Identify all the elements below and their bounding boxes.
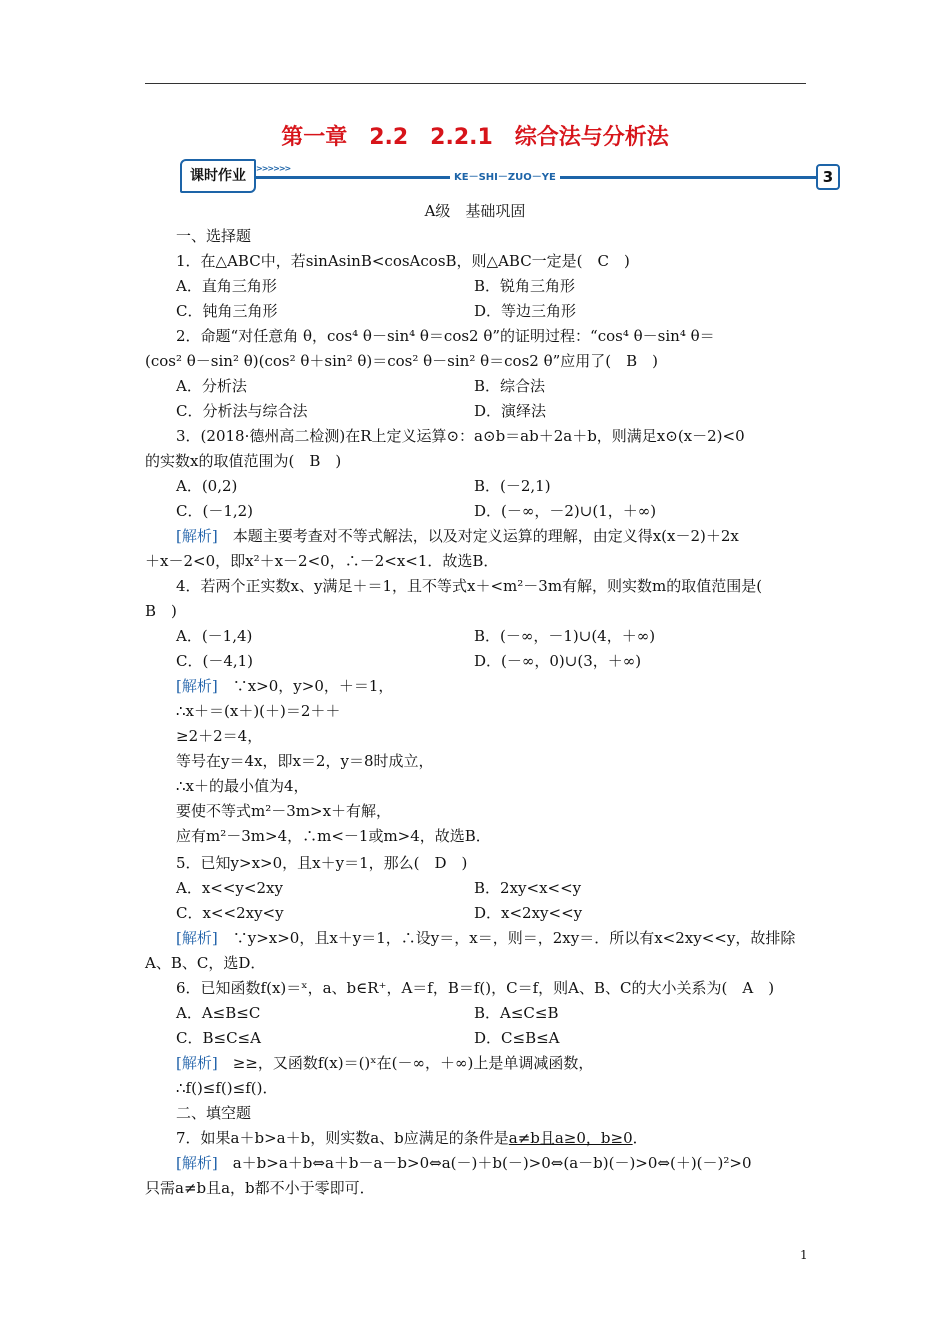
option: A．x<<y<2xy [176, 879, 283, 897]
solution-tag: [解析] [176, 1054, 218, 1072]
option: D．等边三角形 [474, 302, 577, 320]
option: B．A≤C≤B [474, 1004, 559, 1022]
option: C．x<<2xy<y [176, 904, 284, 922]
question-stem: 4．若两个正实数x、y满足＋＝1，且不等式x＋<m²－3m有解，则实数m的取值范围是( [176, 577, 763, 595]
option: D．x<2xy<<y [474, 904, 583, 922]
banner-arrows: >>>>>> [256, 164, 291, 173]
solution-line [176, 1153, 752, 1173]
solution-tag: [解析] [176, 1154, 218, 1172]
stem-end: ． [632, 1129, 648, 1147]
option: D．(－∞，0)∪(3，＋∞) [474, 652, 642, 670]
page-title: 第一章 2.2 2.2.1 综合法与分析法 [281, 125, 669, 150]
section-heading: 二、填空题 [176, 1104, 252, 1122]
question-stem: 3．(2018·德州高二检测)在R上定义运算⊙：a⊙b＝ab＋2a＋b，则满足x⊙(x－2)<0 [176, 427, 745, 445]
option: A．A≤B≤C [176, 1004, 261, 1022]
solution-tag: [解析] [176, 527, 218, 545]
solution-line: ≥2＋2＝4， [176, 727, 263, 745]
solution-line: A、B、C，选D． [145, 954, 266, 972]
option: B．(－2,1) [474, 477, 551, 495]
solution-text: 本题主要考查对不等式解法，以及对定义运算的理解，由定义得x(x－2)＋2x [217, 527, 739, 545]
option: A．直角三角形 [176, 277, 277, 295]
solution-line: ＋x－2<0，即x²＋x－2<0，∴－2<x<1．故选B． [145, 552, 499, 570]
option: B．锐角三角形 [474, 277, 576, 295]
solution-text: ≥≥，又函数f(x)＝()ˣ在(－∞，＋∞)上是单调减函数， [217, 1054, 594, 1072]
question-stem: 6．已知函数f(x)＝ˣ，a、b∈R⁺，A＝f，B＝f()，C＝f，则A、B、C的大小关系为( A ) [176, 979, 775, 997]
option: C．(－4,1) [176, 652, 254, 670]
option: C．B≤C≤A [176, 1029, 261, 1047]
solution-line [176, 526, 739, 546]
option: A．分析法 [176, 377, 247, 395]
option: B．(－∞，－1)∪(4，＋∞) [474, 627, 656, 645]
option: A．(0,2) [176, 477, 238, 495]
option: D．(－∞，－2)∪(1，＋∞) [474, 502, 657, 520]
solution-text: ∵x>0，y>0，＋＝1， [217, 677, 394, 695]
question-stem: (cos² θ－sin² θ)(cos² θ＋sin² θ)＝cos² θ－sin² θ＝cos2 θ”应用了( B ) [145, 352, 659, 370]
header-rule [145, 83, 806, 84]
question-stem: 5．已知y>x>0，且x＋y＝1，那么( D ) [176, 854, 468, 872]
solution-text: a＋b>a＋b⇔a＋b－a－b>0⇔a(－)＋b(－)>0⇔(a－b)(－)>0⇔(＋)(－)²>0 [217, 1154, 752, 1172]
section-heading: 一、选择题 [176, 227, 252, 245]
solution-tag: [解析] [176, 929, 218, 947]
option: C．分析法与综合法 [176, 402, 308, 420]
option: B．2xy<x<<y [474, 879, 582, 897]
answer-blank: a≠b且a≥0，b≥0 [508, 1129, 633, 1147]
option: D．C≤B≤A [474, 1029, 560, 1047]
solution-line: ∴f()≤f()≤f()． [176, 1079, 278, 1097]
solution-line: 只需a≠b且a，b都不小于零即可． [145, 1179, 375, 1197]
homework-banner [178, 158, 840, 192]
solution-line: 要使不等式m²－3m>x＋有解， [176, 802, 392, 820]
stem-text: 7．如果a＋b>a＋b，则实数a、b应满足的条件是 [176, 1129, 509, 1147]
solution-line: ∴x＋＝(x＋)(＋)＝2＋＋ [176, 702, 341, 720]
question-stem [176, 1128, 648, 1148]
banner-code: KE－SHI－ZUO－YE [450, 168, 560, 183]
option: A．(－1,4) [176, 627, 253, 645]
option: C．钝角三角形 [176, 302, 278, 320]
question-stem: 1．在△ABC中，若sinAsinB<cosAcosB，则△ABC一定是( C ) [176, 252, 630, 270]
option: B．综合法 [474, 377, 546, 395]
question-stem: 2．命题“对任意角 θ，cos⁴ θ－sin⁴ θ＝cos2 θ”的证明过程：“cos⁴ θ－sin⁴ θ＝ [176, 327, 715, 345]
option: D．演绎法 [474, 402, 547, 420]
solution-line: 等号在y＝4x，即x＝2，y＝8时成立， [176, 752, 434, 770]
solution-line [176, 928, 795, 948]
option: C．(－1,2) [176, 502, 254, 520]
banner-tag: 课时作业 [180, 159, 256, 193]
solution-line: 应有m²－3m>4，∴m<－1或m>4，故选B． [176, 827, 491, 845]
solution-line: ∴x＋的最小值为4， [176, 777, 309, 795]
solution-line [176, 1053, 593, 1073]
level-heading: A级 基础巩固 [424, 202, 526, 220]
solution-text: ∵y>x>0，且x＋y＝1，∴设y＝，x＝，则＝，2xy＝．所以有x<2xy<<y，故排除 [217, 929, 796, 947]
question-stem: 的实数x的取值范围为( B ) [145, 452, 342, 470]
solution-tag: [解析] [176, 677, 218, 695]
page-number: 1 [800, 1248, 808, 1262]
banner-number: 3 [816, 164, 840, 190]
question-stem: B ) [145, 602, 177, 620]
solution-line [176, 676, 393, 696]
